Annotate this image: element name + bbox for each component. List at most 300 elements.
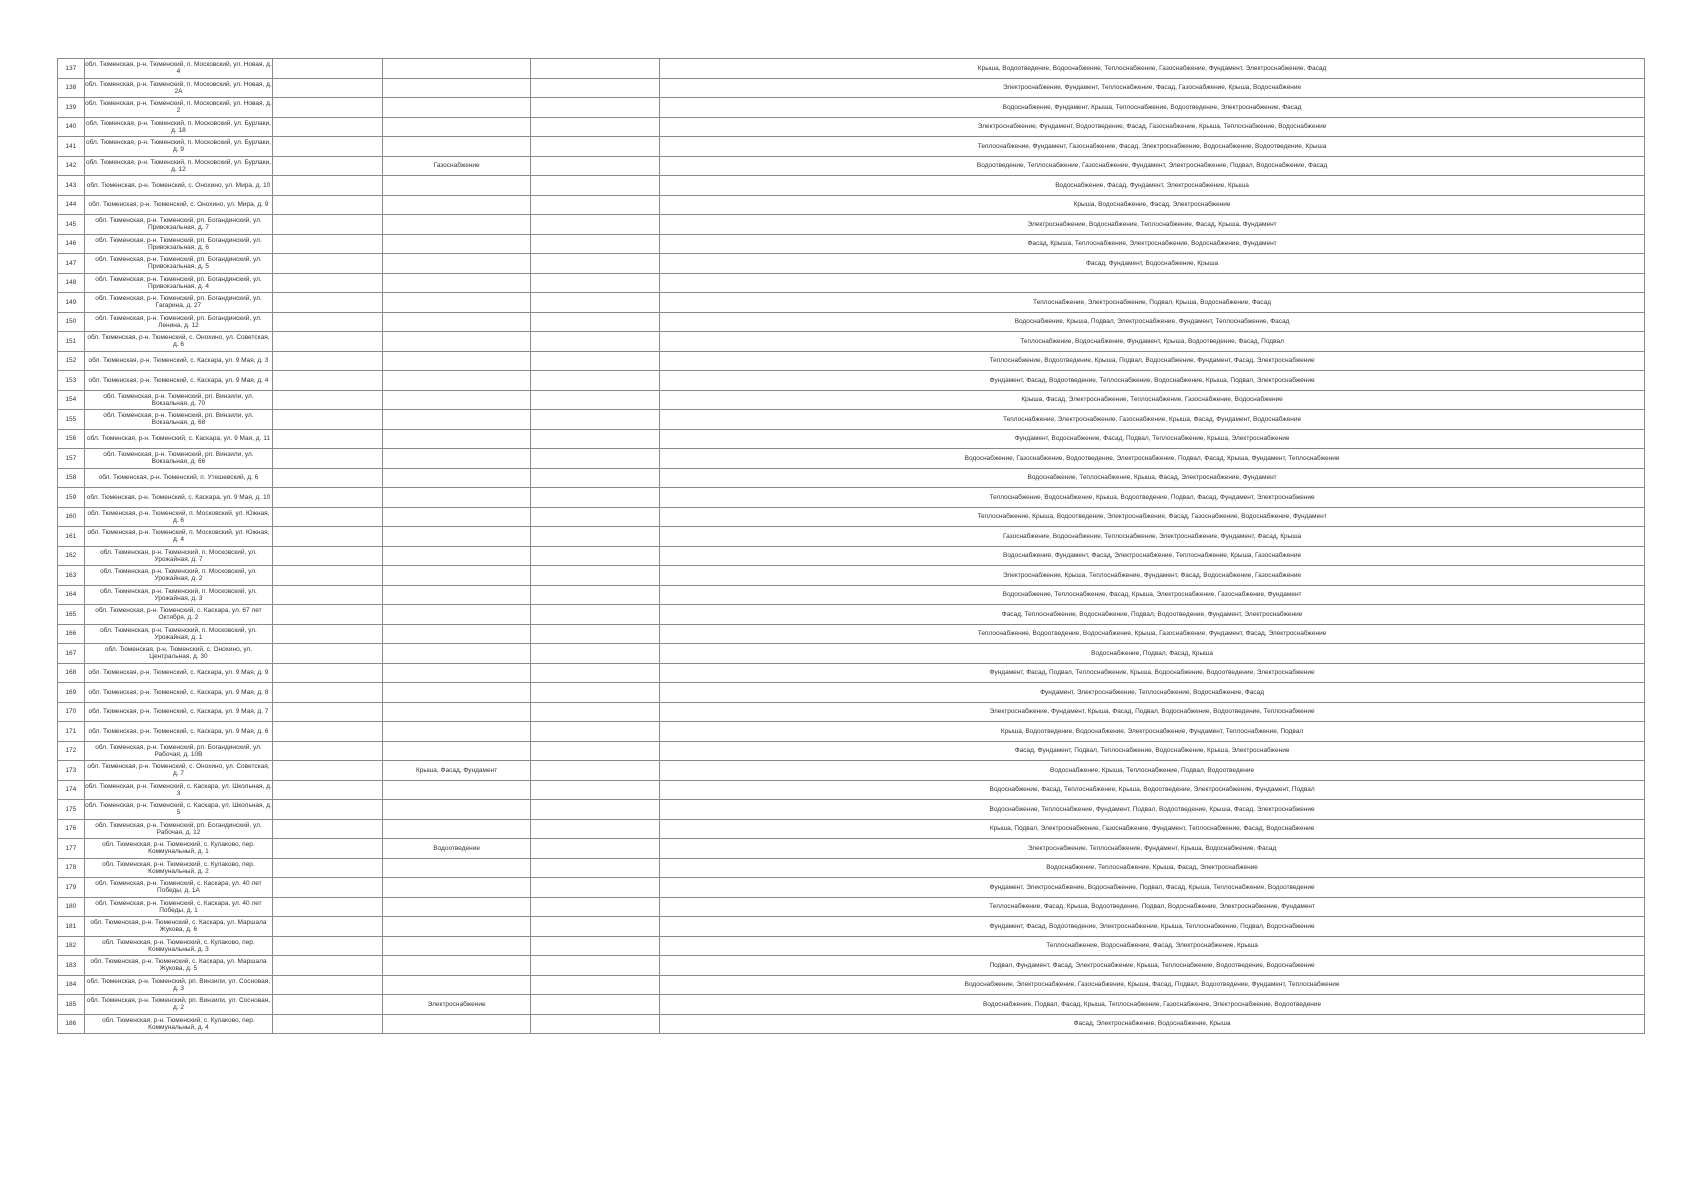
empty-cell-1 <box>273 741 383 761</box>
address-cell: обл. Тюменская, р-н. Тюменский, рп. Богандинский, ул. Гагарина, д. 27 <box>84 293 273 313</box>
planned-works-cell: Электроснабжение, Фундамент, Теплоснабжение, Фасад, Газоснабжение, Крыша, Водоснабжение <box>660 78 1645 98</box>
table-row <box>58 59 1645 79</box>
empty-cell-1 <box>273 78 383 98</box>
completed-works-cell <box>383 390 531 410</box>
table-row <box>58 176 1645 196</box>
empty-cell-1 <box>273 137 383 157</box>
empty-cell-1 <box>273 390 383 410</box>
address-cell: обл. Тюменская, р-н. Тюменский, с. Онохино, ул. Мира, д. 9 <box>84 195 273 215</box>
table-row <box>58 371 1645 391</box>
completed-works-cell: Водоотведение <box>383 839 531 859</box>
empty-cell-1 <box>273 293 383 313</box>
table-body <box>58 59 1645 1034</box>
row-number-cell: 160 <box>58 507 85 527</box>
row-number-cell: 169 <box>58 683 85 703</box>
row-number-cell: 153 <box>58 371 85 391</box>
row-number-cell: 159 <box>58 488 85 508</box>
empty-cell-1 <box>273 878 383 898</box>
planned-works-cell: Водоснабжение, Электроснабжение, Газоснабжение, Крыша, Фасад, Подвал, Водоотведение, Фундамент, Теплоснабжение <box>660 975 1645 995</box>
planned-works-cell: Теплоснабжение, Электроснабжение, Газоснабжение, Крыша, Фасад, Фундамент, Водоснабжение <box>660 410 1645 430</box>
address-cell: обл. Тюменская, р-н. Тюменский, п. Московский, ул. Новая, д. 4 <box>84 59 273 79</box>
table-row <box>58 663 1645 683</box>
table-row <box>58 741 1645 761</box>
planned-works-cell: Водоснабжение, Подвал, Фасад, Крыша <box>660 644 1645 664</box>
row-number-cell: 163 <box>58 566 85 586</box>
table-row <box>58 507 1645 527</box>
table-row <box>58 624 1645 644</box>
completed-works-cell <box>383 507 531 527</box>
address-cell: обл. Тюменская, р-н. Тюменский, с. Каскара, ул. Школьная, д. 5 <box>84 800 273 820</box>
completed-works-cell <box>383 936 531 956</box>
empty-cell-2 <box>531 59 660 79</box>
empty-cell-2 <box>531 839 660 859</box>
empty-cell-1 <box>273 683 383 703</box>
table-row <box>58 98 1645 118</box>
completed-works-cell <box>383 254 531 274</box>
table-row <box>58 78 1645 98</box>
empty-cell-1 <box>273 995 383 1015</box>
planned-works-cell: Водоснабжение, Фундамент, Фасад, Электроснабжение, Теплоснабжение, Крыша, Газоснабжение <box>660 546 1645 566</box>
completed-works-cell <box>383 858 531 878</box>
empty-cell-1 <box>273 176 383 196</box>
address-cell: обл. Тюменская, р-н. Тюменский, п. Московский, ул. Бурлаки, д. 9 <box>84 137 273 157</box>
empty-cell-1 <box>273 234 383 254</box>
table-row <box>58 839 1645 859</box>
row-number-cell: 165 <box>58 605 85 625</box>
planned-works-cell: Фасад, Теплоснабжение, Водоснабжение, Подвал, Водоотведение, Фундамент, Электроснабжение <box>660 605 1645 625</box>
empty-cell-1 <box>273 780 383 800</box>
planned-works-cell: Теплоснабжение, Водоснабжение, Фундамент, Крыша, Водоотведение, Фасад, Подвал <box>660 332 1645 352</box>
row-number-cell: 158 <box>58 468 85 488</box>
table-row <box>58 605 1645 625</box>
empty-cell-2 <box>531 585 660 605</box>
completed-works-cell <box>383 98 531 118</box>
empty-cell-2 <box>531 819 660 839</box>
completed-works-cell <box>383 663 531 683</box>
planned-works-cell: Фасад, Крыша, Теплоснабжение, Электроснабжение, Водоснабжение, Фундамент <box>660 234 1645 254</box>
address-cell: обл. Тюменская, р-н. Тюменский, с. Онохино, ул. Советская, д. 7 <box>84 761 273 781</box>
empty-cell-1 <box>273 858 383 878</box>
completed-works-cell <box>383 59 531 79</box>
planned-works-cell: Теплоснабжение, Водоотведение, Крыша, Подвал, Водоснабжение, Фундамент, Фасад, Электроснабжение <box>660 351 1645 371</box>
empty-cell-2 <box>531 273 660 293</box>
row-number-cell: 145 <box>58 215 85 235</box>
address-cell: обл. Тюменская, р-н. Тюменский, рп. Винзили, ул. Вокзальная, д. 68 <box>84 410 273 430</box>
empty-cell-2 <box>531 702 660 722</box>
planned-works-cell: Крыша, Фасад, Электроснабжение, Теплоснабжение, Газоснабжение, Водоснабжение <box>660 390 1645 410</box>
planned-works-cell: Водоснабжение, Теплоснабжение, Фасад, Крыша, Электроснабжение, Газоснабжение, Фундамент <box>660 585 1645 605</box>
row-number-cell: 144 <box>58 195 85 215</box>
address-cell: обл. Тюменская, р-н. Тюменский, рп. Богандинский, ул. Привокзальная, д. 6 <box>84 234 273 254</box>
planned-works-cell: Водоснабжение, Подвал, Фасад, Крыша, Теплоснабжение, Газоснабжение, Электроснабжение, Водоотведение <box>660 995 1645 1015</box>
table-row <box>58 117 1645 137</box>
row-number-cell: 184 <box>58 975 85 995</box>
table-row <box>58 351 1645 371</box>
empty-cell-2 <box>531 351 660 371</box>
empty-cell-1 <box>273 936 383 956</box>
empty-cell-2 <box>531 878 660 898</box>
empty-cell-1 <box>273 702 383 722</box>
completed-works-cell <box>383 312 531 332</box>
empty-cell-2 <box>531 117 660 137</box>
empty-cell-2 <box>531 917 660 937</box>
completed-works-cell <box>383 741 531 761</box>
table-row <box>58 858 1645 878</box>
address-cell: обл. Тюменская, р-н. Тюменский, рп. Богандинский, ул. Ленина, д. 12 <box>84 312 273 332</box>
address-cell: обл. Тюменская, р-н. Тюменский, рп. Винзили, ул. Сосновая, д. 3 <box>84 975 273 995</box>
empty-cell-1 <box>273 917 383 937</box>
planned-works-cell: Электроснабжение, Водоснабжение, Теплоснабжение, Фасад, Крыша, Фундамент <box>660 215 1645 235</box>
table-row <box>58 293 1645 313</box>
empty-cell-1 <box>273 468 383 488</box>
address-cell: обл. Тюменская, р-н. Тюменский, с. Каскара, ул. 9 Мая, д. 11 <box>84 429 273 449</box>
row-number-cell: 154 <box>58 390 85 410</box>
completed-works-cell <box>383 1014 531 1034</box>
empty-cell-2 <box>531 507 660 527</box>
row-number-cell: 174 <box>58 780 85 800</box>
planned-works-cell: Электроснабжение, Теплоснабжение, Фундамент, Крыша, Водоснабжение, Фасад <box>660 839 1645 859</box>
row-number-cell: 148 <box>58 273 85 293</box>
empty-cell-1 <box>273 59 383 79</box>
row-number-cell: 150 <box>58 312 85 332</box>
completed-works-cell <box>383 819 531 839</box>
planned-works-cell: Фасад, Фундамент, Подвал, Теплоснабжение, Водоснабжение, Крыша, Электроснабжение <box>660 741 1645 761</box>
completed-works-cell <box>383 566 531 586</box>
planned-works-cell: Теплоснабжение, Электроснабжение, Подвал, Крыша, Водоснабжение, Фасад <box>660 293 1645 313</box>
table-row <box>58 819 1645 839</box>
table-row <box>58 897 1645 917</box>
completed-works-cell <box>383 117 531 137</box>
table-row <box>58 1014 1645 1034</box>
row-number-cell: 185 <box>58 995 85 1015</box>
row-number-cell: 177 <box>58 839 85 859</box>
completed-works-cell <box>383 351 531 371</box>
row-number-cell: 155 <box>58 410 85 430</box>
table-row <box>58 722 1645 742</box>
table-row <box>58 137 1645 157</box>
empty-cell-2 <box>531 663 660 683</box>
completed-works-cell <box>383 917 531 937</box>
empty-cell-2 <box>531 488 660 508</box>
completed-works-cell <box>383 176 531 196</box>
planned-works-cell: Крыша, Водоотведение, Водоснабжение, Теплоснабжение, Газоснабжение, Фундамент, Электроснабжение, Фасад <box>660 59 1645 79</box>
empty-cell-2 <box>531 546 660 566</box>
table-row <box>58 936 1645 956</box>
address-cell: обл. Тюменская, р-н. Тюменский, с. Каскара, ул. 9 Мая, д. 8 <box>84 683 273 703</box>
planned-works-cell: Крыша, Водоотведение, Водоснабжение, Электроснабжение, Фундамент, Теплоснабжение, Подвал <box>660 722 1645 742</box>
completed-works-cell: Электроснабжение <box>383 995 531 1015</box>
table-row <box>58 332 1645 352</box>
address-cell: обл. Тюменская, р-н. Тюменский, с. Онохино, ул. Центральная, д. 30 <box>84 644 273 664</box>
planned-works-cell: Фасад, Электроснабжение, Водоснабжение, Крыша <box>660 1014 1645 1034</box>
row-number-cell: 161 <box>58 527 85 547</box>
empty-cell-2 <box>531 215 660 235</box>
row-number-cell: 151 <box>58 332 85 352</box>
empty-cell-2 <box>531 195 660 215</box>
table-row <box>58 468 1645 488</box>
empty-cell-2 <box>531 449 660 469</box>
table-row <box>58 878 1645 898</box>
row-number-cell: 139 <box>58 98 85 118</box>
completed-works-cell <box>383 468 531 488</box>
empty-cell-1 <box>273 663 383 683</box>
completed-works-cell <box>383 897 531 917</box>
empty-cell-1 <box>273 156 383 176</box>
empty-cell-2 <box>531 624 660 644</box>
row-number-cell: 146 <box>58 234 85 254</box>
row-number-cell: 180 <box>58 897 85 917</box>
table-row <box>58 683 1645 703</box>
empty-cell-1 <box>273 273 383 293</box>
table-row <box>58 566 1645 586</box>
empty-cell-1 <box>273 644 383 664</box>
empty-cell-1 <box>273 800 383 820</box>
completed-works-cell <box>383 449 531 469</box>
empty-cell-1 <box>273 215 383 235</box>
planned-works-cell: Газоснабжение, Водоснабжение, Теплоснабжение, Электроснабжение, Фундамент, Фасад, Крыша <box>660 527 1645 547</box>
empty-cell-2 <box>531 98 660 118</box>
table-row <box>58 761 1645 781</box>
address-cell: обл. Тюменская, р-н. Тюменский, с. Каскара, ул. Маршала Жукова, д. 5 <box>84 956 273 976</box>
empty-cell-2 <box>531 858 660 878</box>
row-number-cell: 182 <box>58 936 85 956</box>
empty-cell-1 <box>273 897 383 917</box>
row-number-cell: 164 <box>58 585 85 605</box>
row-number-cell: 183 <box>58 956 85 976</box>
address-cell: обл. Тюменская, р-н. Тюменский, с. Каскара, ул. 9 Мая, д. 6 <box>84 722 273 742</box>
empty-cell-1 <box>273 332 383 352</box>
planned-works-cell: Водоснабжение, Крыша, Подвал, Электроснабжение, Фундамент, Теплоснабжение, Фасад <box>660 312 1645 332</box>
empty-cell-1 <box>273 195 383 215</box>
empty-cell-2 <box>531 468 660 488</box>
address-cell: обл. Тюменская, р-н. Тюменский, п. Утешевский, д. 6 <box>84 468 273 488</box>
empty-cell-1 <box>273 566 383 586</box>
address-cell: обл. Тюменская, р-н. Тюменский, с. Каскара, ул. 9 Мая, д. 10 <box>84 488 273 508</box>
table-row <box>58 195 1645 215</box>
completed-works-cell <box>383 780 531 800</box>
row-number-cell: 140 <box>58 117 85 137</box>
address-cell: обл. Тюменская, р-н. Тюменский, п. Московский, ул. Урожайная, д. 7 <box>84 546 273 566</box>
planned-works-cell: Теплоснабжение, Фундамент, Газоснабжение, Фасад, Электроснабжение, Водоснабжение, Водоотведение, Крыша <box>660 137 1645 157</box>
empty-cell-1 <box>273 585 383 605</box>
empty-cell-1 <box>273 527 383 547</box>
address-cell: обл. Тюменская, р-н. Тюменский, с. Каскара, ул. Маршала Жукова, д. 6 <box>84 917 273 937</box>
address-cell: обл. Тюменская, р-н. Тюменский, рп. Винзили, ул. Вокзальная, д. 66 <box>84 449 273 469</box>
table-row <box>58 215 1645 235</box>
empty-cell-2 <box>531 741 660 761</box>
empty-cell-1 <box>273 722 383 742</box>
address-cell: обл. Тюменская, р-н. Тюменский, с. Онохино, ул. Советская, д. 6 <box>84 332 273 352</box>
table-row <box>58 995 1645 1015</box>
table-row <box>58 429 1645 449</box>
planned-works-cell <box>660 273 1645 293</box>
address-cell: обл. Тюменская, р-н. Тюменский, с. Каскара, ул. 9 Мая, д. 4 <box>84 371 273 391</box>
empty-cell-2 <box>531 995 660 1015</box>
address-cell: обл. Тюменская, р-н. Тюменский, п. Московский, ул. Бурлаки, д. 18 <box>84 117 273 137</box>
completed-works-cell <box>383 624 531 644</box>
empty-cell-2 <box>531 137 660 157</box>
row-number-cell: 181 <box>58 917 85 937</box>
empty-cell-1 <box>273 605 383 625</box>
completed-works-cell <box>383 410 531 430</box>
completed-works-cell <box>383 371 531 391</box>
planned-works-cell: Водоснабжение, Фасад, Теплоснабжение, Крыша, Водоотведение, Электроснабжение, Фундамент, Подвал <box>660 780 1645 800</box>
empty-cell-1 <box>273 371 383 391</box>
row-number-cell: 152 <box>58 351 85 371</box>
completed-works-cell <box>383 605 531 625</box>
table-row <box>58 800 1645 820</box>
empty-cell-2 <box>531 371 660 391</box>
address-cell: обл. Тюменская, р-н. Тюменский, с. Кулаково, пер. Коммунальный, д. 4 <box>84 1014 273 1034</box>
empty-cell-2 <box>531 780 660 800</box>
table-row <box>58 585 1645 605</box>
row-number-cell: 178 <box>58 858 85 878</box>
completed-works-cell <box>383 215 531 235</box>
address-cell: обл. Тюменская, р-н. Тюменский, п. Московский, ул. Урожайная, д. 3 <box>84 585 273 605</box>
empty-cell-1 <box>273 449 383 469</box>
address-cell: обл. Тюменская, р-н. Тюменский, рп. Богандинский, ул. Рабочая, д. 10В <box>84 741 273 761</box>
completed-works-cell <box>383 488 531 508</box>
empty-cell-2 <box>531 722 660 742</box>
empty-cell-2 <box>531 566 660 586</box>
empty-cell-2 <box>531 176 660 196</box>
address-cell: обл. Тюменская, р-н. Тюменский, с. Онохино, ул. Мира, д. 10 <box>84 176 273 196</box>
address-cell: обл. Тюменская, р-н. Тюменский, с. Кулаково, пер. Коммунальный, д. 1 <box>84 839 273 859</box>
completed-works-cell <box>383 702 531 722</box>
completed-works-cell <box>383 527 531 547</box>
address-cell: обл. Тюменская, р-н. Тюменский, с. Кулаково, пер. Коммунальный, д. 2 <box>84 858 273 878</box>
row-number-cell: 141 <box>58 137 85 157</box>
table-row <box>58 917 1645 937</box>
address-cell: обл. Тюменская, р-н. Тюменский, рп. Богандинский, ул. Рабочая, д. 12 <box>84 819 273 839</box>
empty-cell-1 <box>273 312 383 332</box>
empty-cell-1 <box>273 254 383 274</box>
row-number-cell: 143 <box>58 176 85 196</box>
empty-cell-1 <box>273 429 383 449</box>
empty-cell-2 <box>531 234 660 254</box>
address-cell: обл. Тюменская, р-н. Тюменский, п. Московский, ул. Новая, д. 2А <box>84 78 273 98</box>
planned-works-cell: Крыша, Водоснабжение, Фасад, Электроснабжение <box>660 195 1645 215</box>
planned-works-cell: Теплоснабжение, Водоснабжение, Фасад, Электроснабжение, Крыша <box>660 936 1645 956</box>
address-cell: обл. Тюменская, р-н. Тюменский, п. Московский, ул. Бурлаки, д. 12 <box>84 156 273 176</box>
address-cell: обл. Тюменская, р-н. Тюменский, п. Московский, ул. Урожайная, д. 1 <box>84 624 273 644</box>
empty-cell-1 <box>273 975 383 995</box>
table-row <box>58 956 1645 976</box>
planned-works-cell: Теплоснабжение, Водоотведение, Водоснабжение, Крыша, Газоснабжение, Фундамент, Фасад, Электроснабжение <box>660 624 1645 644</box>
planned-works-cell: Теплоснабжение, Водоснабжение, Крыша, Водоотведение, Подвал, Фасад, Фундамент, Электроснабжение <box>660 488 1645 508</box>
planned-works-cell: Электроснабжение, Крыша, Теплоснабжение, Фундамент, Фасад, Водоснабжение, Газоснабжение <box>660 566 1645 586</box>
empty-cell-2 <box>531 293 660 313</box>
empty-cell-2 <box>531 897 660 917</box>
row-number-cell: 162 <box>58 546 85 566</box>
row-number-cell: 175 <box>58 800 85 820</box>
address-cell: обл. Тюменская, р-н. Тюменский, п. Московский, ул. Новая, д. 2 <box>84 98 273 118</box>
empty-cell-1 <box>273 761 383 781</box>
empty-cell-2 <box>531 390 660 410</box>
row-number-cell: 186 <box>58 1014 85 1034</box>
planned-works-cell: Подвал, Фундамент, Фасад, Электроснабжение, Крыша, Теплоснабжение, Водоотведение, Водоснабжение <box>660 956 1645 976</box>
table-row <box>58 273 1645 293</box>
address-cell: обл. Тюменская, р-н. Тюменский, рп. Богандинский, ул. Привокзальная, д. 5 <box>84 254 273 274</box>
completed-works-cell <box>383 195 531 215</box>
empty-cell-2 <box>531 429 660 449</box>
table-row <box>58 312 1645 332</box>
row-number-cell: 147 <box>58 254 85 274</box>
row-number-cell: 172 <box>58 741 85 761</box>
empty-cell-1 <box>273 839 383 859</box>
address-cell: обл. Тюменская, р-н. Тюменский, с. Каскара, ул. 40 лет Победы, д. 1А <box>84 878 273 898</box>
planned-works-cell: Крыша, Подвал, Электроснабжение, Газоснабжение, Фундамент, Теплоснабжение, Фасад, Водоснабжение <box>660 819 1645 839</box>
row-number-cell: 170 <box>58 702 85 722</box>
empty-cell-2 <box>531 78 660 98</box>
address-cell: обл. Тюменская, р-н. Тюменский, рп. Винзили, ул. Вокзальная, д. 70 <box>84 390 273 410</box>
planned-works-cell: Электроснабжение, Фундамент, Крыша, Фасад, Подвал, Водоснабжение, Водоотведение, Теплоснабжение <box>660 702 1645 722</box>
empty-cell-2 <box>531 975 660 995</box>
address-cell: обл. Тюменская, р-н. Тюменский, п. Московский, ул. Урожайная, д. 2 <box>84 566 273 586</box>
row-number-cell: 138 <box>58 78 85 98</box>
completed-works-cell <box>383 722 531 742</box>
address-cell: обл. Тюменская, р-н. Тюменский, п. Московский, ул. Южная, д. 6 <box>84 507 273 527</box>
empty-cell-1 <box>273 819 383 839</box>
empty-cell-1 <box>273 1014 383 1034</box>
planned-works-cell: Водоснабжение, Фасад, Фундамент, Электроснабжение, Крыша <box>660 176 1645 196</box>
empty-cell-1 <box>273 351 383 371</box>
empty-cell-2 <box>531 312 660 332</box>
completed-works-cell <box>383 546 531 566</box>
empty-cell-2 <box>531 527 660 547</box>
empty-cell-2 <box>531 1014 660 1034</box>
empty-cell-2 <box>531 761 660 781</box>
planned-works-cell: Водоотведение, Теплоснабжение, Газоснабжение, Фундамент, Электроснабжение, Подвал, Водоснабжение, Фасад <box>660 156 1645 176</box>
address-cell: обл. Тюменская, р-н. Тюменский, с. Кулаково, пер. Коммунальный, д. 3 <box>84 936 273 956</box>
planned-works-cell: Водоснабжение, Крыша, Теплоснабжение, Подвал, Водоотведение <box>660 761 1645 781</box>
completed-works-cell <box>383 683 531 703</box>
table-row <box>58 527 1645 547</box>
empty-cell-1 <box>273 956 383 976</box>
planned-works-cell: Фундамент, Фасад, Подвал, Теплоснабжение, Крыша, Водоснабжение, Водоотведение, Электроснабжение <box>660 663 1645 683</box>
planned-works-cell: Фундамент, Фасад, Водоотведение, Электроснабжение, Крыша, Теплоснабжение, Подвал, Водоснабжение <box>660 917 1645 937</box>
row-number-cell: 179 <box>58 878 85 898</box>
completed-works-cell <box>383 878 531 898</box>
row-number-cell: 171 <box>58 722 85 742</box>
completed-works-cell <box>383 332 531 352</box>
address-cell: обл. Тюменская, р-н. Тюменский, с. Каскара, ул. 9 Мая, д. 9 <box>84 663 273 683</box>
row-number-cell: 168 <box>58 663 85 683</box>
completed-works-cell <box>383 956 531 976</box>
table-row <box>58 156 1645 176</box>
empty-cell-1 <box>273 98 383 118</box>
empty-cell-1 <box>273 546 383 566</box>
address-cell: обл. Тюменская, р-н. Тюменский, с. Каскара, ул. 67 лет Октября, д. 2 <box>84 605 273 625</box>
completed-works-cell: Крыша, Фасад, Фундамент <box>383 761 531 781</box>
completed-works-cell: Газоснабжение <box>383 156 531 176</box>
table-row <box>58 390 1645 410</box>
row-number-cell: 176 <box>58 819 85 839</box>
planned-works-cell: Водоснабжение, Газоснабжение, Водоотведение, Электроснабжение, Подвал, Фасад, Крыша, Фундамент, Теплоснабжение <box>660 449 1645 469</box>
empty-cell-1 <box>273 410 383 430</box>
table-row <box>58 488 1645 508</box>
completed-works-cell <box>383 234 531 254</box>
planned-works-cell: Теплоснабжение, Крыша, Водоотведение, Электроснабжение, Фасад, Газоснабжение, Водоснабжение, Фундамент <box>660 507 1645 527</box>
table-row <box>58 546 1645 566</box>
planned-works-cell: Теплоснабжение, Фасад, Крыша, Водоотведение, Подвал, Водоснабжение, Электроснабжение, Фундамент <box>660 897 1645 917</box>
address-cell: обл. Тюменская, р-н. Тюменский, с. Каскара, ул. 9 Мая, д. 7 <box>84 702 273 722</box>
works-register-table <box>57 58 1645 1034</box>
planned-works-cell: Фундамент, Фасад, Водоотведение, Теплоснабжение, Водоснабжение, Крыша, Подвал, Электроснабжение <box>660 371 1645 391</box>
address-cell: обл. Тюменская, р-н. Тюменский, п. Московский, ул. Южная, д. 4 <box>84 527 273 547</box>
row-number-cell: 173 <box>58 761 85 781</box>
empty-cell-2 <box>531 332 660 352</box>
